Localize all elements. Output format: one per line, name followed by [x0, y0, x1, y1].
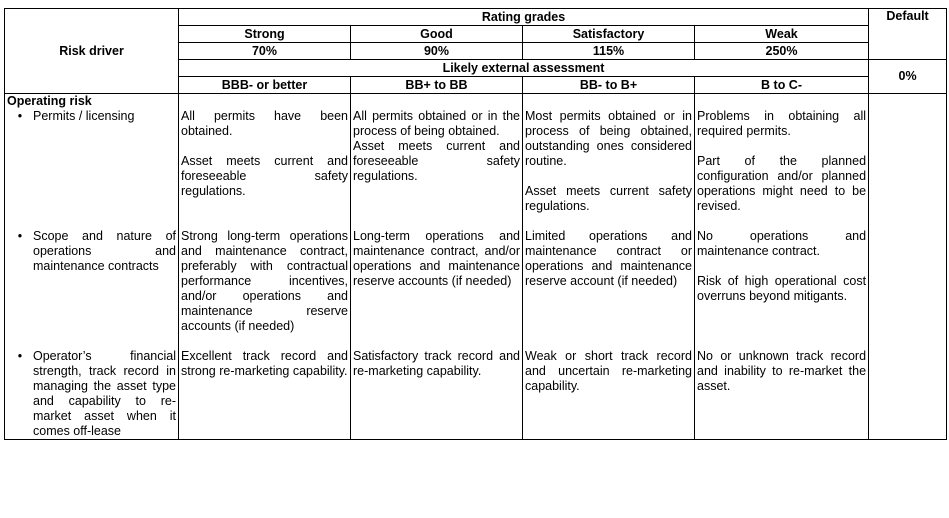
- external-satisfactory: BB- to B+: [523, 77, 695, 94]
- risk-driver-cell: [5, 349, 179, 440]
- cell-text: Risk of high operational cost overruns beyond mitigants.: [697, 274, 867, 303]
- default-header: Default: [869, 9, 947, 60]
- external-strong: BBB- or better: [179, 77, 351, 94]
- weight-strong: 70%: [179, 43, 351, 60]
- table-row: [5, 349, 947, 440]
- grade-name-satisfactory: Satisfactory: [523, 26, 695, 43]
- table-row: [5, 229, 947, 334]
- cell-text: Asset meets current and foreseeable safety regulations.: [353, 139, 520, 183]
- header-row-rating-grades: [5, 9, 947, 26]
- weight-weak: 250%: [695, 43, 869, 60]
- cell-satisfactory: [523, 109, 695, 214]
- cell-text: Most permits obtained or in process of being obtained, outstanding ones considered routine.: [525, 109, 692, 168]
- cell-text: Excellent track record and strong re-marketing capability.: [181, 349, 348, 378]
- cell-text: No or unknown track record and inability to re-market the asset.: [697, 349, 867, 393]
- table-row: [5, 109, 947, 214]
- cell-text: Asset meets current and foreseeable safety regulations.: [181, 154, 348, 198]
- cell-satisfactory: [523, 349, 695, 440]
- cell-text: Asset meets current safety regulations.: [525, 184, 692, 213]
- cell-good: [351, 109, 523, 214]
- cell-default: [869, 109, 947, 214]
- bullet-icon: •: [17, 349, 23, 363]
- risk-driver-label: Operator’s financial strength, track record in managing the asset type and capability to re-market asset when it comes off-lease: [33, 349, 176, 438]
- cell-good: [351, 229, 523, 334]
- likely-external-header: Likely external assessment: [179, 60, 869, 77]
- risk-driver-label: Scope and nature of operations and maintenance contracts: [33, 229, 176, 273]
- cell-default: [869, 349, 947, 440]
- bullet-icon: •: [17, 229, 23, 243]
- cell-weak: [695, 229, 869, 334]
- cell-text: Part of the planned configuration and/or planned operations might need to be revised.: [697, 154, 867, 213]
- cell-strong: [179, 109, 351, 214]
- risk-driver-header: Risk driver: [5, 9, 179, 94]
- cell-satisfactory: [523, 229, 695, 334]
- default-value: 0%: [869, 60, 947, 94]
- rating-grades-table: [4, 8, 947, 440]
- section-title: Operating risk: [5, 94, 179, 110]
- section-row: [5, 94, 947, 110]
- rating-grades-header: Rating grades: [179, 9, 869, 26]
- cell-good: [351, 349, 523, 440]
- external-weak: B to C-: [695, 77, 869, 94]
- cell-text: Strong long-term operations and maintenance contract, preferably with contractual performance incentives, and/or operations and maintenance reserve accounts (if needed): [181, 229, 348, 333]
- cell-text: Weak or short track record and uncertain re-marketing capability.: [525, 349, 692, 393]
- cell-text: Satisfactory track record and re-marketing capability.: [353, 349, 520, 378]
- grade-name-weak: Weak: [695, 26, 869, 43]
- cell-text: All permits obtained or in the process of being obtained.: [353, 109, 520, 138]
- weight-satisfactory: 115%: [523, 43, 695, 60]
- cell-weak: [695, 109, 869, 214]
- risk-driver-label: Permits / licensing: [33, 109, 135, 123]
- cell-text: Long-term operations and maintenance contract, and/or operations and maintenance reserve accounts (if needed): [353, 229, 520, 288]
- cell-weak: [695, 349, 869, 440]
- risk-driver-cell: [5, 229, 179, 334]
- cell-text: No operations and maintenance contract.: [697, 229, 867, 258]
- weight-good: 90%: [351, 43, 523, 60]
- cell-text: All permits have been obtained.: [181, 109, 348, 138]
- cell-text: Limited operations and maintenance contract or operations and maintenance reserve account (if needed): [525, 229, 692, 288]
- cell-default: [869, 229, 947, 334]
- cell-strong: [179, 229, 351, 334]
- risk-driver-cell: [5, 109, 179, 214]
- grade-name-good: Good: [351, 26, 523, 43]
- grade-name-strong: Strong: [179, 26, 351, 43]
- cell-text: Problems in obtaining all required permits.: [697, 109, 867, 138]
- bullet-icon: •: [17, 109, 23, 123]
- external-good: BB+ to BB: [351, 77, 523, 94]
- cell-strong: [179, 349, 351, 440]
